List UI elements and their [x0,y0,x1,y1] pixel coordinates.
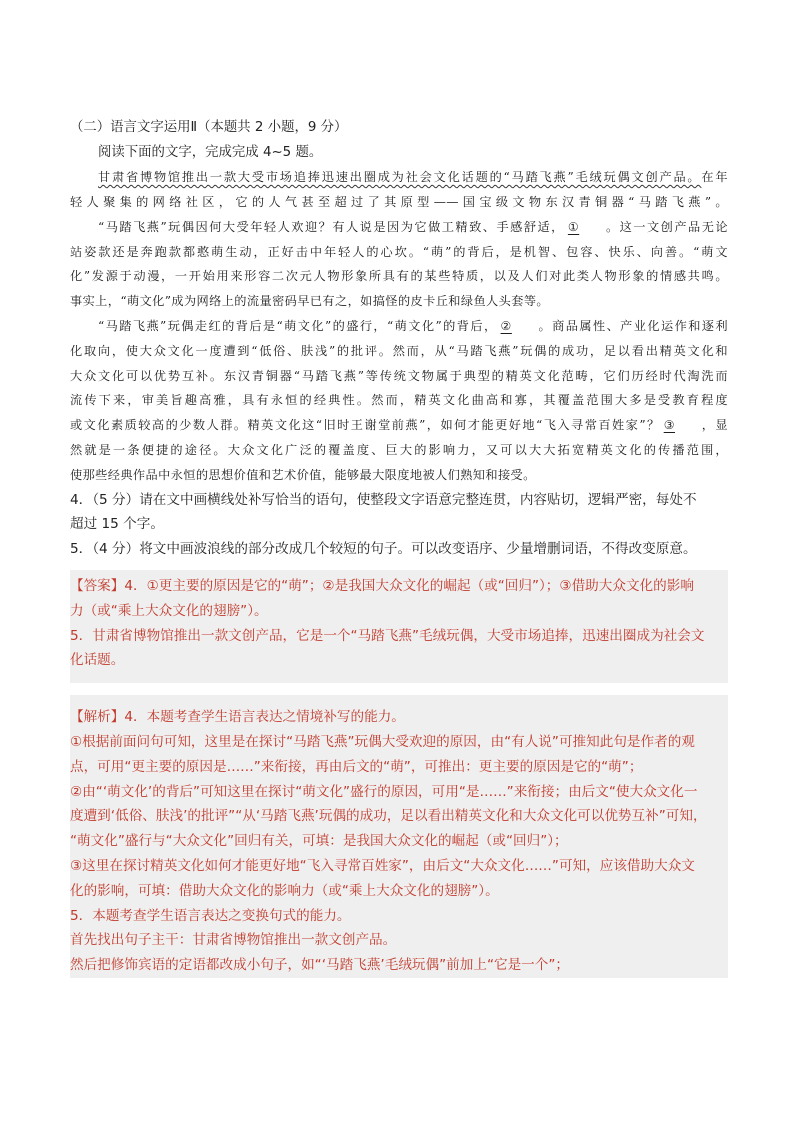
blank-1: ① [567,219,580,234]
analysis-line: 化的影响，可填：借助大众文化的影响力（或“乘上大众文化的翅膀”）。 [70,882,499,899]
analysis-line: 5．本题考查学生语言表达之变换句式的能力。 [70,907,351,924]
wavy-underlined-sentence: 甘肃省博物馆推出一款大受市场追捧迅速出圈成为社会文化话题的“马踏飞燕”毛绒玩偶文创产品。 [98,170,702,185]
content-area [70,116,728,978]
analysis-line: 点，可用“更主要的原因是……”来衔接，再由后文的“萌”，可推出：更主要的原因是它的“萌”； [70,758,643,775]
analysis-line: ②由“‘萌文化’的背后”可知这里在探讨“萌文化”盛行的原因，可用“是……”来衔接；由后文“使大众文化一 [70,783,698,800]
analysis-line: ①根据前面问句可知，这里是在探讨“马踏飞燕”玩偶大受欢迎的原因，由“有人说”可推知此句是作者的观 [70,733,695,750]
answer-line: 力（或“乘上大众文化的翅膀”）。 [70,602,268,619]
analysis-line: 度遭到‘低俗、肤浅’的批评”“从‘马踏飞燕’玩偶的成功，足以看出精英文化和大众文化可以优势互补”可知， [70,808,707,825]
answer-block [70,570,728,683]
passage-line: 大众文化可以优势互补。东汉青铜器“马踏飞燕”等传统文物属于典型的精英文化范畴，它们历经时代淘洗而 [70,368,728,383]
passage-line: 或文化素质较高的少数人群。精英文化这“旧时王谢堂前燕”，如何才能更好地“飞入寻常百姓家”？ ③ ，显 [70,413,728,438]
blank-3: ③ [663,418,676,433]
question-4-cont: 超过 15 个字。 [70,516,164,533]
analysis-line: 首先找出句子主干：甘肃省博物馆推出一款文创产品。 [70,932,397,949]
analysis-block [70,695,728,978]
passage-line: 化”发源于动漫，一开始用来形容二次元人物形象所具有的某些特质，以及人们对此类人物形象的情感共鸣。 [70,269,728,284]
question-4: 4．（5 分）请在文中画横线处补写恰当的语句，使整段文字语意完整连贯，内容贴切，逻辑严密，每处不 [70,491,697,508]
question-5: 5．（4 分）将文中画波浪线的部分改成几个较短的句子。可以改变语序、少量增删词语，不得改变原意。 [70,541,697,558]
passage-line: 化取向，使大众文化一度遭到“低俗、肤浅”的批评。然而，从“马踏飞燕”玩偶的成功，足以看出精英文化和 [70,343,728,358]
answer-line: 5．甘肃省博物馆推出一款文创产品，它是一个“马踏飞燕”毛绒玩偶，大受市场追捧，迅速出圈成为社会文 [70,627,705,644]
passage-line: 甘肃省博物馆推出一款大受市场追捧迅速出圈成为社会文化话题的“马踏飞燕”毛绒玩偶文创产品。在年 [98,170,728,185]
analysis-line: ③这里在探讨精英文化如何才能更好地“飞入寻常百姓家”，由后文“大众文化……”可知，应该借助大众文 [70,857,695,874]
section-heading: （二）语言文字运用Ⅱ（本题共 2 小题，9 分） [70,120,348,135]
passage-line: 轻人聚集的网络社区，它的人气甚至超过了其原型——国宝级文物东汉青铜器“马踏飞燕”。 [70,194,728,209]
passage-line: “马踏飞燕”玩偶因何大受年轻人欢迎？有人说是因为它做工精致、手感舒适， ① 。这一文创产品无论 [70,215,728,240]
answer-line: 化话题。 [70,652,125,669]
answer-line: 【答案】4．①更主要的原因是它的“萌”；②是我国大众文化的崛起（或“回归”）；③借助大众文化的影响 [70,577,694,594]
blank-2: ② [500,318,512,333]
block-gap [70,683,728,695]
questions [70,488,728,562]
passage-line: 流传下来，审美旨趣高雅，具有永恒的经典性。然而，精英文化曲高和寡，其覆盖范围大多是受教育程度 [70,393,728,408]
passage-line: 站姿款还是奔跑款都憨萌生动，正好击中年轻人的心坎。“萌”的背后，是机智、包容、快乐、向善。“萌文 [70,244,728,259]
passage-line: 使那些经典作品中永恒的思想价值和艺术价值，能够最大限度地被人们熟知和接受。 [70,467,536,482]
analysis-line: “萌文化”盛行与“大众文化”回归有关，可填：是我国大众文化的崛起（或“回归”）； [70,833,568,850]
passage-line: 事实上，“萌文化”成为网络上的流量密码早已有之，如搞怪的皮卡丘和绿鱼人头套等。 [70,294,549,309]
passage-line: “马踏飞燕”玩偶走红的背后是“萌文化”的盛行，“萌文化”的背后， ② 。商品属性、产业化运作和逐利 [70,314,728,339]
passage-line: 然就是一条便捷的途径。大众文化广泛的覆盖度、巨大的影响力，又可以大大拓宽精英文化的传播范围， [70,442,728,457]
reading-passage [70,165,728,487]
section-instruction: 阅读下面的文字，完成完成 4~5 题。 [98,144,323,160]
analysis-line: 【解析】4．本题考查学生语言表达之情境补写的能力。 [70,709,405,726]
analysis-line: 然后把修饰宾语的定语都改成小句子，如“‘马踏飞燕’毛绒玩偶”前加上“它是一个”； [70,957,569,974]
